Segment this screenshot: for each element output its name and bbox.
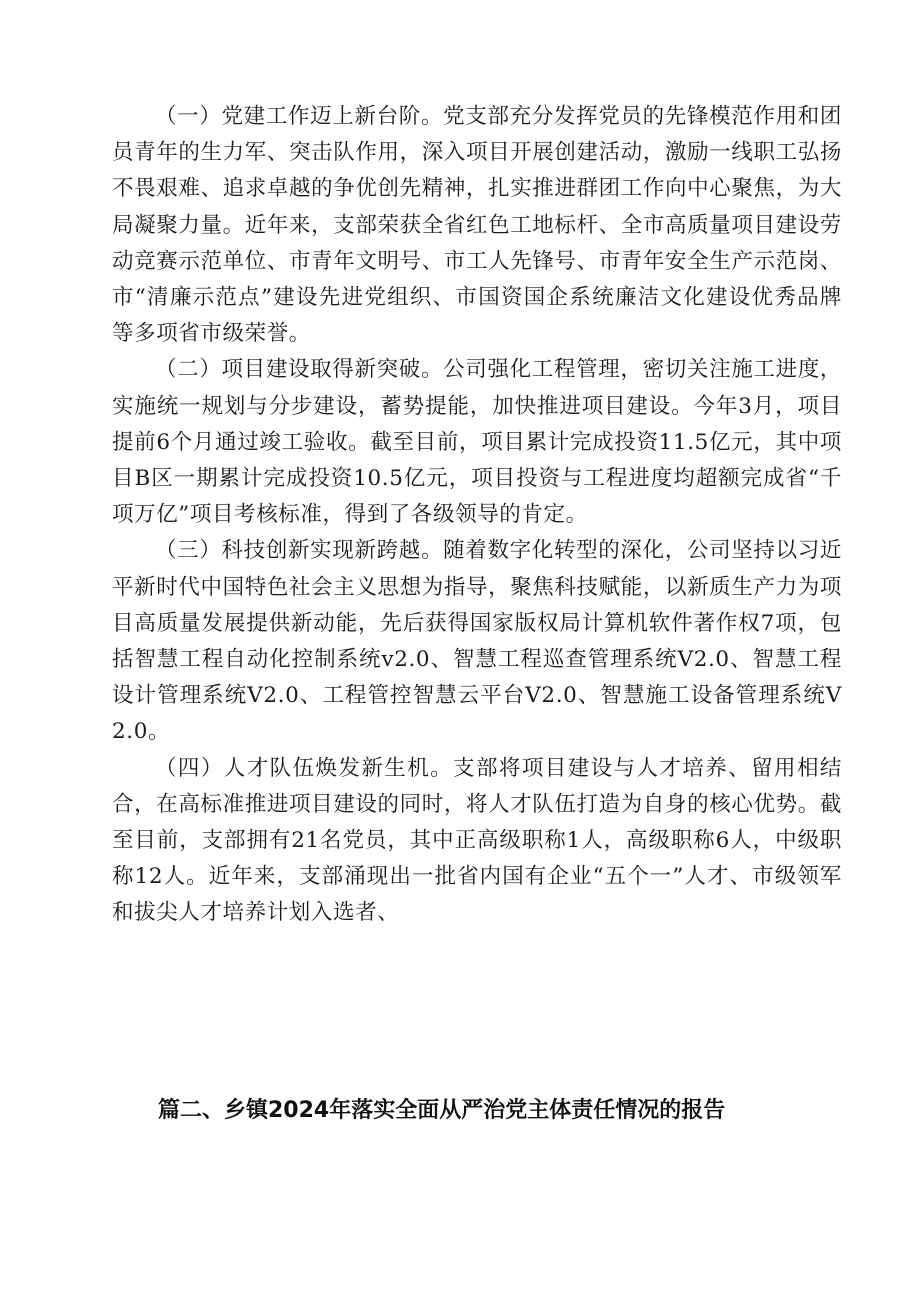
- section-heading: 篇二、乡镇2024年落实全面从严治党主体责任情况的报告: [158, 1098, 726, 1123]
- paragraph-party-building: （一）党建工作迈上新台阶。党支部充分发挥党员的先锋模范作用和团员青年的生力军、突击队作用，深入项目开展创建活动，激励一线职工弘扬不畏艰难、追求卓越的争优创先精神，扎实推进群团工作向中心聚焦，为大局凝聚力量。近年来，支部荣获全省红色工地标杆、全市高质量项目建设劳动竞赛示范单位、市青年文明号、市工人先锋号、市青年安全生产示范岗、市“清廉示范点”建设先进党组织、市国资国企系统廉洁文化建设优秀品牌等多项省市级荣誉。: [112, 104, 842, 347]
- paragraph-tech-innovation: （三）科技创新实现新跨越。随着数字化转型的深化，公司坚持以习近平新时代中国特色社会主义思想为指导，聚焦科技赋能，以新质生产力为项目高质量发展提供新动能，先后获得国家版权局计算机软件著作权7项，包括智慧工程自动化控制系统v2.0、智慧工程巡查管理系统V2.0、智慧工程设计管理系统V2.0、工程管控智慧云平台V2.0、智慧施工设备管理系统V2.0。: [112, 538, 842, 745]
- paragraph-talent-team: （四）人才队伍焕发新生机。支部将项目建设与人才培养、留用相结合，在高标准推进项目建设的同时，将人才队伍打造为自身的核心优势。截至目前，支部拥有21名党员，其中正高级职称1人，高级职称6人，中级职称12人。近年来，支部涌现出一批省内国有企业“五个一”人才、市级领军和拔尖人才培养计划入选者、: [112, 755, 842, 926]
- document-body: [112, 99, 842, 932]
- paragraph-project-construction: （二）项目建设取得新突破。公司强化工程管理，密切关注施工进度，实施统一规划与分步建设，蓄势提能，加快推进项目建设。今年3月，项目提前6个月通过竣工验收。截至目前，项目累计完成投资11.5亿元，其中项目B区一期累计完成投资10.5亿元，项目投资与工程进度均超额完成省“千项万亿”项目考核标准，得到了各级领导的肯定。: [112, 357, 842, 528]
